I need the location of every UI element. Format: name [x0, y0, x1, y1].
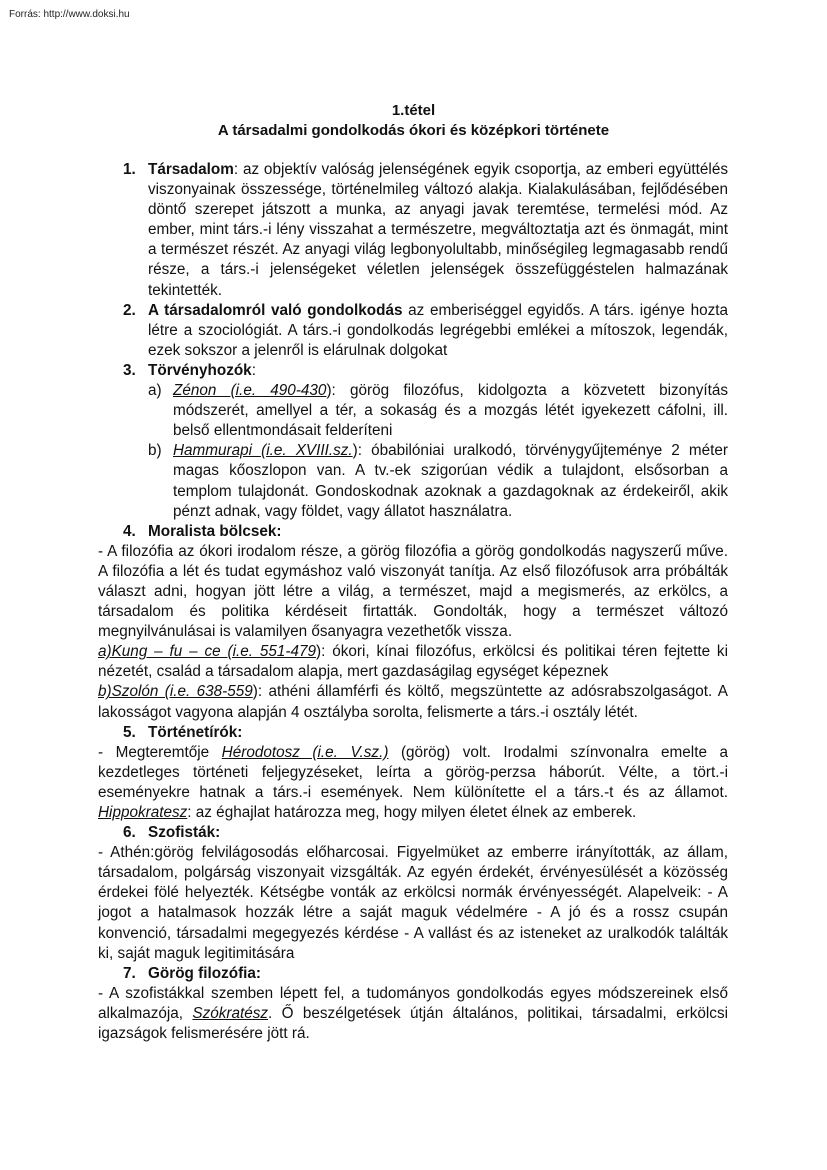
- lawmaker-text: ): óbabilóniai uralkodó, törvénygyűjteménye 2 méter magas kőoszlopon van. A tv.-ek szigorúan védik a tulajdont, elsősorban a templom tulajdonát. Gondoskodnak azoknak a gazdagoknak az érdekeiről, akik pénzt adnak, vagy földet, vagy állatot használatra.: [173, 442, 728, 520]
- lawmaker-a: [98, 381, 728, 441]
- item-heading: Társadalom: [148, 161, 234, 178]
- section-4-heading: [98, 522, 728, 542]
- section-title: Szofisták:: [148, 824, 221, 842]
- item-2: [98, 301, 728, 361]
- sub-label: b): [148, 442, 162, 460]
- section-6-paragraph: - Athén:görög felvilágosodás előharcosai. Figyelmüket az emberre irányították, az állam, társadalom, polgárság viszonyait vizsgálták. Az egyén érdekét, érvényesülését a közösség érdekei fölé helyezték. Kétségbe vonták az erkölcsi normák érvényességét. Alapelveik: - A jogot a hatalmasok hozzák létre a saját maguk védelmére - A jó és a rossz csupán konvenció, társadalmi megegyezés kérdése - A vallást és az isteneket az uralkodók találták ki, saját maguk legitimitására: [98, 844, 728, 962]
- section-7-heading: [98, 964, 728, 984]
- kung-fu-ce-text: ): ókori, kínai filozófus, erkölcsi és politikai téren fejtette ki nézetét, család a társadalom alapja, mert gazdaságilag egységet képeznek: [98, 643, 728, 681]
- section-5-text: (görög) volt. Irodalmi színvonalra emelte a kezdetleges történeti feljegyzéseket, leírta a görög-perzsa háborút. Vélte, a tört.-i eseményekre hatnak a társ.-i események. Nem különítette el a társ.-t és az államot.: [98, 743, 728, 801]
- section-5-text: : az éghajlat határozza meg, hogy milyen életet élnek az emberek.: [187, 804, 637, 821]
- lawmaker-name: Zénon (i.e. 490-430: [173, 382, 327, 400]
- section-7-text: . Ő beszélgetések útján általános, politikai, társadalmi, erkölcsi igazságok felismerésére jött rá.: [98, 1004, 728, 1043]
- item-number: 3.: [123, 361, 136, 379]
- herodotosz-name: Hérodotosz (i.e. V.sz.): [221, 743, 389, 761]
- source-note: Forrás: http://www.doksi.hu: [9, 9, 130, 20]
- section-7-text: - A szofistákkal szemben lépett fel, a tudományos gondolkodás egyes módszereinek első alkalmazója,: [98, 984, 728, 1022]
- lawmaker-b: [98, 441, 728, 521]
- section-6-heading: [98, 823, 728, 843]
- lawmaker-name: Hammurapi (i.e. XVIII.sz.: [173, 442, 353, 460]
- szokratesz-name: Szókratész: [192, 1004, 269, 1022]
- section-number: 7.: [123, 964, 136, 982]
- title-line-2: A társadalmi gondolkodás ókori és középkori története: [217, 122, 610, 139]
- section-5-heading: [98, 723, 728, 743]
- section-7-paragraph: [98, 984, 728, 1044]
- section-4-paragraph: - A filozófia az ókori irodalom része, a görög filozófia a görög gondolkodás nagyszerű műve. A filozófia a lét és tudat egymáshoz való viszonyát tanítja. Az első filozófusok arra próbálták választ adni, hogyan jött létre a világ, a természet, majd a megismerés, az erkölcs, a társadalom és politika kérdéseit firtatták. Gondolták, hogy a természet változó megnyilvánulásai is valamilyen ősanyagra vezethetők vissza.: [98, 542, 728, 641]
- lawmaker-text: ): görög filozófus, kidolgozta a közvetett bizonyítás módszerét, amellyel a tér, a sokaság és a mozgás létét igyekezett cáfolni, ill. belső ellentmondásait felderíteni: [173, 382, 729, 440]
- kung-fu-ce-name: a)Kung – fu – ce (i.e. 551-479: [98, 643, 317, 661]
- item-heading: Törvényhozók: [148, 361, 252, 379]
- section-title: Történetírók:: [148, 723, 243, 741]
- page-title: [0, 101, 827, 141]
- title-line-1: 1.tétel: [391, 102, 436, 119]
- document-body: [98, 160, 728, 1044]
- item-text: : az objektív valóság jelenségének egyik csoportja, az emberi együttélés viszonyainak összessége, történelmileg változó alakja. Kialakulásában, fejlődésében döntő szerepet játszott a munka, az anyagi javak teremtése, termelési mód. Az ember, mint társ.-i lény visszahat a természetre, megváltoztatja azt és önmagát, mint a természet részét. Az anyagi világ legbonyolultabb, minőségileg legmagasabb rendű része, a társ.-i jelenségeket véletlen jelenségek összefüggéstelen halmazának tekintették.: [148, 161, 728, 299]
- item-number: 2.: [123, 301, 136, 319]
- item-3: [98, 361, 728, 381]
- section-title: Görög filozófia:: [148, 964, 262, 982]
- section-number: 5.: [123, 723, 136, 741]
- section-5-paragraph: [98, 743, 728, 823]
- section-4-szolon: [98, 682, 728, 722]
- szolon-name: b)Szolón (i.e. 638-559: [98, 683, 253, 701]
- item-1: [98, 160, 728, 301]
- section-title: Moralista bölcsek:: [148, 522, 282, 540]
- item-heading: A társadalomról való gondolkodás: [148, 301, 403, 319]
- section-4-kung: [98, 642, 728, 682]
- section-number: 6.: [123, 824, 136, 842]
- section-number: 4.: [123, 522, 136, 540]
- hippokratesz-name: Hippokratesz: [98, 804, 188, 821]
- sub-label: a): [148, 382, 162, 400]
- item-text: :: [251, 361, 256, 379]
- item-text: az emberiséggel egyidős. A társ. igénye hozta létre a szociológiát. A társ.-i gondolkodás legrégebbi emlékei a mítoszok, legendák, ezek sokszor a jelenről is elárulnak dolgokat: [148, 301, 728, 359]
- section-5-text: - Megteremtője: [98, 743, 222, 761]
- szolon-text: ): athéni államférfi és költő, megszüntette az adósrabszolgaságot. A lakosságot vagyona alapján 4 osztályba sorolta, felismerte a társ.-i osztály létét.: [98, 683, 728, 721]
- item-number: 1.: [123, 161, 136, 178]
